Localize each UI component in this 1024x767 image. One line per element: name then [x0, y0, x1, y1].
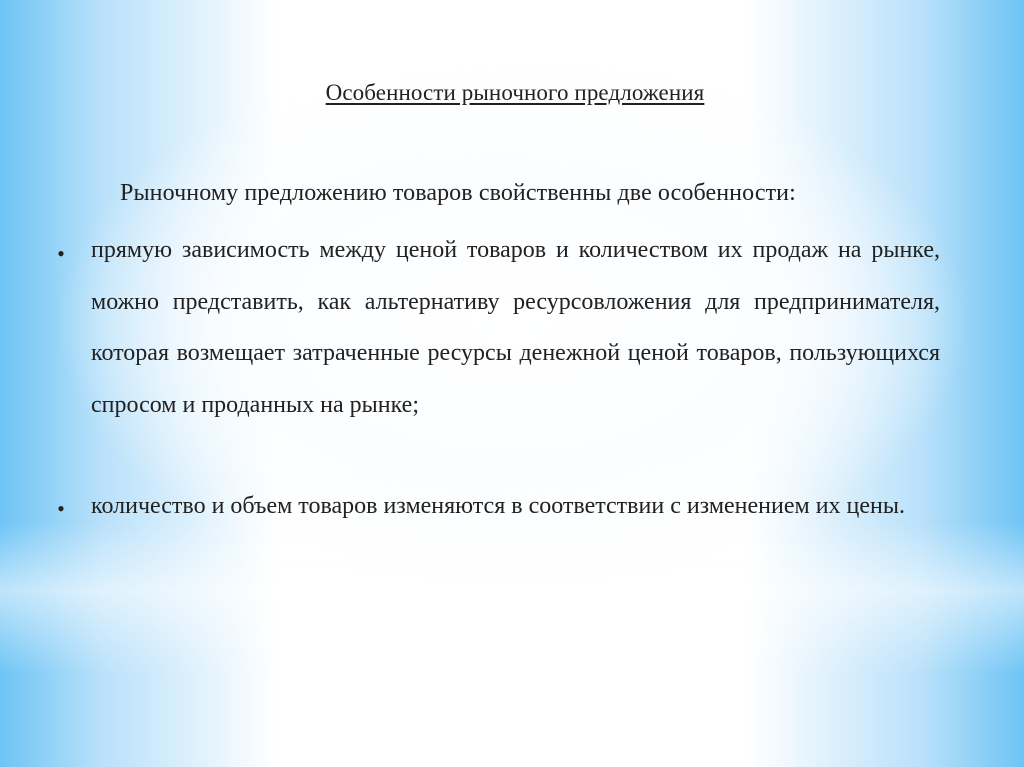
intro-text: Рыночному предложению товаров свойственны две особенности:	[120, 180, 796, 206]
bullet-item-1: прямую зависимость между ценой товаров и количеством их продаж на рынке, можно представить, как альтернативу ресурсовложения для предпринимателя, которая возмещает затраченные ресурсы денежной ценой товаров, пользующихся спросом и проданных на рынке;	[91, 237, 940, 418]
bullet-marker-2: •	[57, 496, 65, 521]
slide-title: Особенности рыночного предложения	[325, 80, 705, 105]
bullet-marker-1: •	[57, 241, 65, 266]
bullet-item-2: количество и объем товаров изменяются в соответствии с изменением их цены.	[91, 493, 905, 519]
